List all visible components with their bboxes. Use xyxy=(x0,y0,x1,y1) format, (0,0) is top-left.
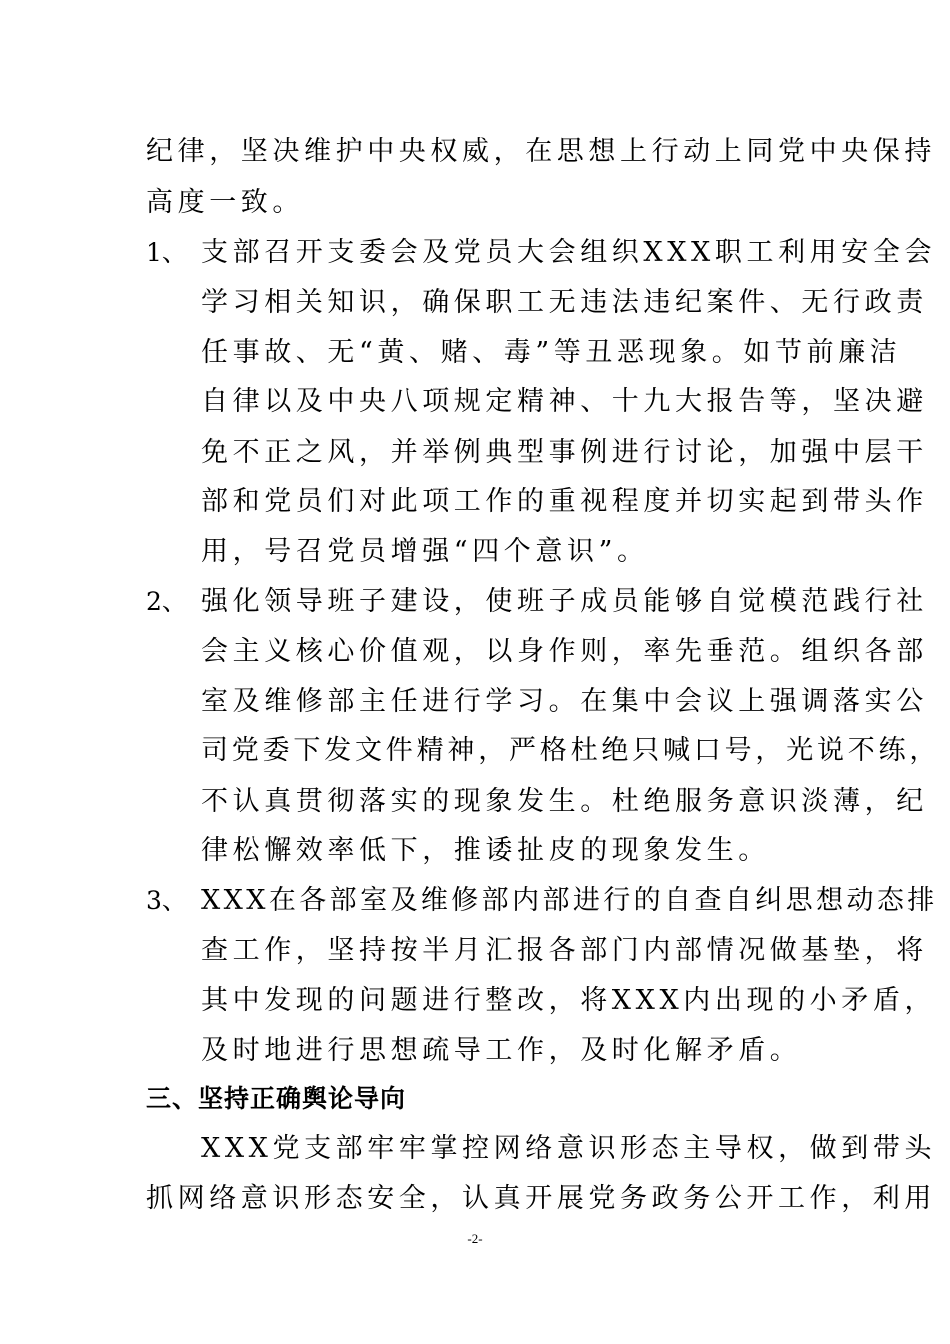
section-heading: 三、坚持正确舆论导向 xyxy=(146,1084,407,1113)
paragraph-line: XXX党支部牢牢掌控网络意识形态主导权，做到带头 xyxy=(201,1133,937,1164)
list-item-line: 司党委下发文件精神，严格杜绝只喊口号，光说不练， xyxy=(201,735,941,766)
list-item-line: 室及维修部主任进行学习。在集中会议上强调落实公 xyxy=(201,686,928,717)
page-number: -2- xyxy=(467,1231,483,1246)
list-item-number: 3、 xyxy=(146,886,187,915)
list-item-line: 免不正之风，并举例典型事例进行讨论，加强中层干 xyxy=(201,437,928,468)
list-item-line: 自律以及中央八项规定精神、十九大报告等，坚决避 xyxy=(201,386,928,417)
list-item-line: 会主义核心价值观，以身作则，率先垂范。组织各部 xyxy=(201,636,928,667)
paragraph-line: 高度一致。 xyxy=(146,187,304,218)
list-item-number: 1、 xyxy=(146,238,187,267)
list-item-line: 其中发现的问题进行整改，将XXX内出现的小矛盾， xyxy=(201,985,937,1016)
paragraph-line: 纪律，坚决维护中央权威，在思想上行动上同党中央保持 xyxy=(146,136,936,167)
list-item-line: 部和党员们对此项工作的重视程度并切实起到带头作 xyxy=(201,486,928,517)
list-item-line: 用，号召党员增强“四个意识”。 xyxy=(201,536,649,567)
list-item-line: 支部召开支委会及党员大会组织XXX职工利用安全会 xyxy=(201,237,937,268)
list-item-line: 任事故、无“黄、赌、毒”等丑恶现象。如节前廉洁 xyxy=(201,337,902,368)
list-item-line: 及时地进行思想疏导工作，及时化解矛盾。 xyxy=(201,1035,802,1066)
list-item-line: 查工作，坚持按半月汇报各部门内部情况做基垫，将 xyxy=(201,935,928,966)
list-item-line: 不认真贯彻落实的现象发生。杜绝服务意识淡薄，纪 xyxy=(201,786,928,817)
list-item-number: 2、 xyxy=(146,587,187,616)
paragraph-line: 抓网络意识形态安全，认真开展党务政务公开工作，利用 xyxy=(146,1183,936,1214)
list-item-line: 强化领导班子建设，使班子成员能够自觉模范践行社 xyxy=(201,586,928,617)
list-item-line: 学习相关知识，确保职工无违法违纪案件、无行政责 xyxy=(201,287,928,318)
list-item-line: 律松懈效率低下，推诿扯皮的现象发生。 xyxy=(201,835,770,866)
list-item-line: XXX在各部室及维修部内部进行的自查自纠思想动态排 xyxy=(201,885,938,916)
